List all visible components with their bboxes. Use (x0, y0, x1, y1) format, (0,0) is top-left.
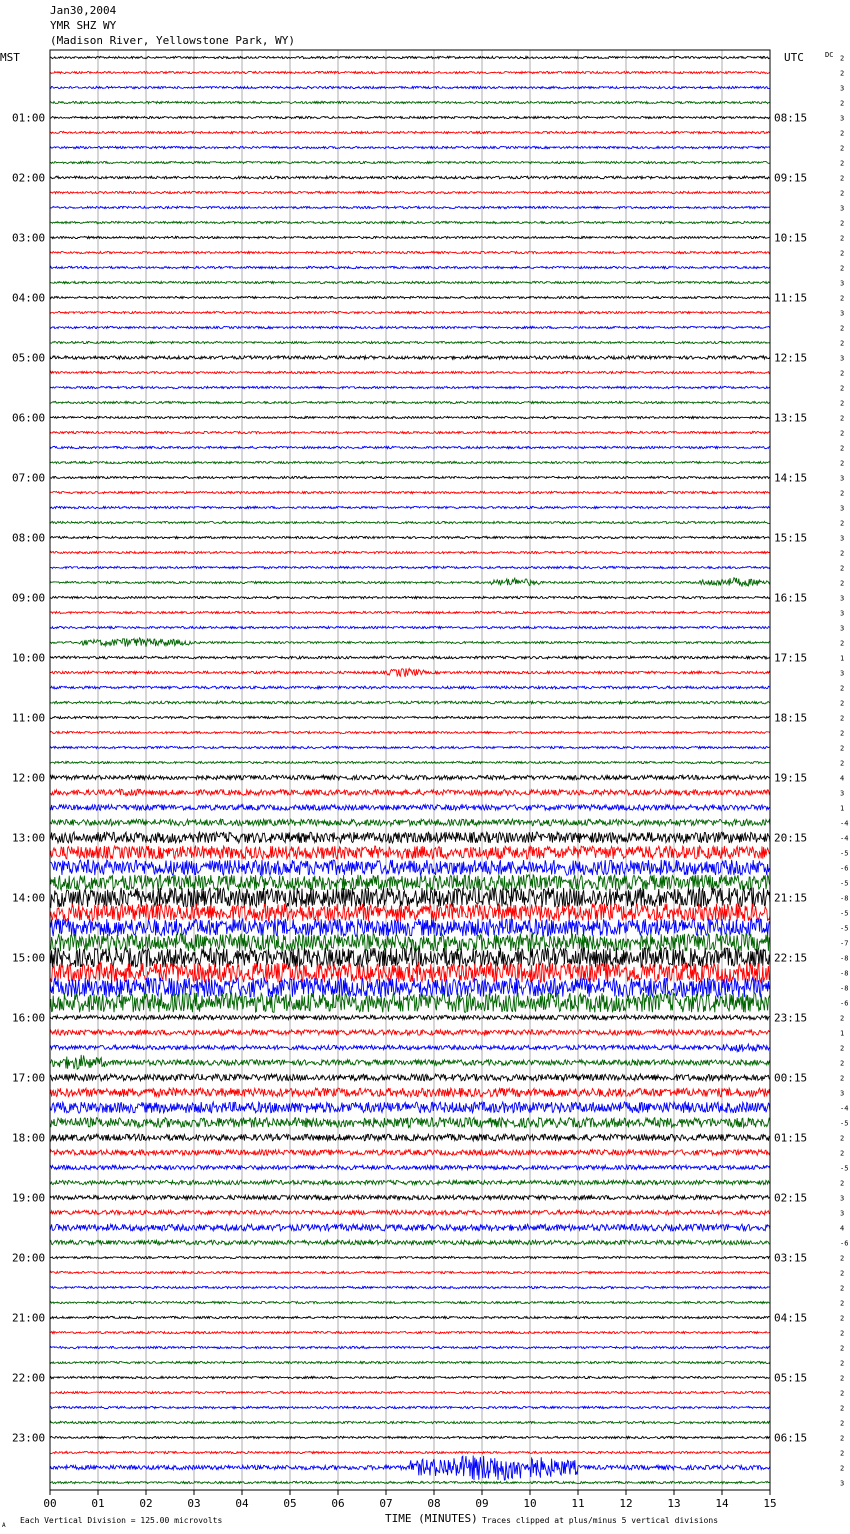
x-tick-label: 05 (283, 1497, 297, 1510)
trace-row-27 (50, 461, 770, 463)
dc-offset-label: 3 (840, 534, 845, 543)
dc-offset-label: -8 (840, 954, 849, 963)
dc-offset-label: 2 (840, 1179, 845, 1188)
dc-offset-label: 2 (840, 1449, 845, 1458)
dc-offset-label: 2 (840, 519, 845, 528)
trace-row-42 (50, 686, 770, 689)
dc-offset-label: 2 (840, 339, 845, 348)
dc-offset-label: 2 (840, 1254, 845, 1263)
dc-offset-label: -6 (840, 864, 849, 873)
dc-offset-label: -5 (840, 849, 849, 858)
dc-offset-label: 3 (840, 1089, 845, 1098)
dc-offset-label: 4 (840, 1224, 845, 1233)
dc-offset-label: 2 (840, 729, 845, 738)
trace-row-18 (50, 326, 770, 328)
trace-row-6 (50, 146, 770, 148)
trace-row-28 (50, 476, 770, 478)
dc-offset-label: 2 (840, 1359, 845, 1368)
left-hour-label: 11:00 (12, 711, 46, 725)
trace-row-7 (50, 161, 770, 163)
trace-row-71 (50, 1118, 770, 1128)
dc-offset-label: 2 (840, 384, 845, 393)
trace-row-38 (50, 626, 770, 628)
trace-row-78 (50, 1224, 770, 1231)
dc-offset-label: 2 (840, 489, 845, 498)
trace-row-33 (50, 551, 770, 553)
dc-offset-label: 3 (840, 84, 845, 93)
dc-offset-label: 3 (840, 609, 845, 618)
trace-row-73 (50, 1150, 770, 1155)
left-hour-label: 23:00 (12, 1431, 46, 1445)
right-hour-label: 15:15 (774, 531, 808, 545)
dc-offset-label: 2 (840, 744, 845, 753)
dc-offset-label: 2 (840, 414, 845, 423)
x-tick-label: 10 (523, 1497, 537, 1510)
trace-row-22 (50, 386, 770, 388)
dc-offset-label: 2 (840, 1419, 845, 1428)
trace-row-49 (50, 789, 770, 796)
trace-row-90 (50, 1406, 770, 1408)
trace-row-20 (50, 356, 770, 359)
dc-offset-label: 3 (840, 354, 845, 363)
dc-offset-label: -5 (840, 1164, 849, 1173)
trace-row-83 (50, 1301, 770, 1303)
trace-row-1 (50, 71, 770, 73)
trace-row-11 (50, 221, 770, 223)
dc-offset-label: 2 (840, 1284, 845, 1293)
dc-offset-label: 2 (840, 1074, 845, 1083)
dc-offset-label: 2 (840, 639, 845, 648)
dc-offset-label: 3 (840, 204, 845, 213)
dc-offset-label: 2 (840, 159, 845, 168)
dc-offset-label: 2 (840, 1404, 845, 1413)
right-hour-label: 20:15 (774, 831, 808, 845)
left-hour-label: 16:00 (12, 1011, 46, 1025)
left-hour-label: 22:00 (12, 1371, 46, 1385)
trace-row-48 (50, 775, 770, 779)
left-hour-label: 14:00 (12, 891, 46, 905)
trace-row-39 (50, 638, 770, 647)
trace-row-87 (50, 1361, 770, 1363)
trace-row-37 (50, 611, 770, 613)
trace-row-92 (50, 1436, 770, 1438)
x-tick-label: 02 (139, 1497, 153, 1510)
dc-offset-label: -5 (840, 879, 849, 888)
trace-row-61 (50, 963, 770, 983)
dc-offset-label: 3 (840, 1479, 845, 1488)
dc-offset-label: 2 (840, 249, 845, 258)
trace-row-89 (50, 1391, 770, 1393)
trace-row-43 (50, 701, 770, 704)
trace-row-9 (50, 191, 770, 193)
x-tick-label: 01 (91, 1497, 105, 1510)
trace-row-30 (50, 506, 770, 508)
right-hour-label: 22:15 (774, 951, 808, 965)
left-hour-label: 15:00 (12, 951, 46, 965)
trace-row-65 (50, 1030, 770, 1035)
dc-offset-label: -8 (840, 894, 849, 903)
dc-offset-label: 2 (840, 429, 845, 438)
trace-row-81 (50, 1271, 770, 1273)
trace-row-2 (50, 86, 770, 88)
x-tick-label: 04 (235, 1497, 249, 1510)
left-hour-label: 07:00 (12, 471, 46, 485)
trace-row-8 (50, 176, 770, 179)
trace-row-74 (50, 1165, 770, 1169)
dc-offset-label: 3 (840, 309, 845, 318)
dc-offset-label: -4 (840, 819, 849, 828)
dc-offset-label: -5 (840, 1119, 849, 1128)
trace-row-80 (50, 1256, 770, 1258)
dc-offset-label: 2 (840, 1464, 845, 1473)
left-hour-label: 01:00 (12, 111, 46, 125)
trace-row-95 (50, 1481, 770, 1483)
trace-row-13 (50, 251, 770, 253)
trace-row-66 (50, 1044, 770, 1052)
dc-offset-label: 2 (840, 324, 845, 333)
left-hour-label: 21:00 (12, 1311, 46, 1325)
right-hour-label: 05:15 (774, 1371, 808, 1385)
trace-row-36 (50, 596, 770, 598)
dc-offset-label: -7 (840, 939, 849, 948)
trace-row-40 (50, 656, 770, 659)
dc-offset-label: 2 (840, 129, 845, 138)
dc-offset-label: 2 (840, 1044, 845, 1053)
right-timezone-label: UTC (784, 51, 804, 64)
x-tick-label: 15 (763, 1497, 777, 1510)
dc-offset-label: 1 (840, 1029, 845, 1038)
trace-row-51 (50, 819, 770, 826)
x-tick-label: 09 (475, 1497, 489, 1510)
trace-row-16 (50, 296, 770, 298)
x-axis-title: TIME (MINUTES) (385, 1512, 478, 1525)
trace-row-55 (50, 875, 770, 890)
corner-mark: A (2, 1522, 6, 1529)
right-hour-label: 10:15 (774, 231, 808, 245)
dc-offset-label: 3 (840, 1194, 845, 1203)
dc-offset-label: 2 (840, 1329, 845, 1338)
trace-row-29 (50, 491, 770, 493)
right-hour-label: 09:15 (774, 171, 808, 185)
dc-offset-label: 2 (840, 99, 845, 108)
trace-row-46 (50, 746, 770, 748)
trace-row-72 (50, 1134, 770, 1141)
x-tick-label: 12 (619, 1497, 633, 1510)
trace-row-17 (50, 311, 770, 313)
right-hour-label: 23:15 (774, 1011, 808, 1025)
trace-row-32 (50, 536, 770, 538)
dc-offset-label: 1 (840, 804, 845, 813)
dc-offset-label: 2 (840, 69, 845, 78)
dc-offset-label: -6 (840, 1239, 849, 1248)
dc-offset-label: 2 (840, 699, 845, 708)
x-tick-label: 08 (427, 1497, 441, 1510)
dc-offset-label: 2 (840, 1149, 845, 1158)
left-hour-label: 05:00 (12, 351, 46, 365)
dc-offset-label: 2 (840, 549, 845, 558)
left-hour-label: 09:00 (12, 591, 46, 605)
dc-offset-label: 2 (840, 459, 845, 468)
trace-row-4 (50, 116, 770, 118)
dc-offset-label: -4 (840, 834, 849, 843)
dc-offset-label: 2 (840, 1434, 845, 1443)
dc-offset-label: 2 (840, 219, 845, 228)
right-hour-label: 04:15 (774, 1311, 808, 1325)
trace-row-26 (50, 446, 770, 448)
x-tick-label: 11 (571, 1497, 585, 1510)
dc-offset-label: -8 (840, 984, 849, 993)
dc-offset-label: -8 (840, 969, 849, 978)
right-hour-label: 01:15 (774, 1131, 808, 1145)
trace-row-45 (50, 731, 770, 733)
trace-row-47 (50, 761, 770, 763)
dc-offset-label: 2 (840, 174, 845, 183)
trace-row-35 (50, 578, 770, 587)
trace-row-69 (50, 1088, 770, 1097)
trace-row-21 (50, 371, 770, 373)
left-hour-label: 06:00 (12, 411, 46, 425)
x-tick-label: 07 (379, 1497, 393, 1510)
dc-offset-label: 2 (840, 1314, 845, 1323)
trace-row-25 (50, 431, 770, 433)
trace-row-19 (50, 341, 770, 343)
trace-row-75 (50, 1180, 770, 1184)
trace-row-76 (50, 1195, 770, 1199)
dc-offset-label: 3 (840, 474, 845, 483)
trace-row-91 (50, 1421, 770, 1423)
trace-row-70 (50, 1102, 770, 1113)
dc-offset-label: 2 (840, 1344, 845, 1353)
dc-offset-label: 3 (840, 624, 845, 633)
dc-offset-label: 2 (840, 1134, 845, 1143)
dc-offset-label: 2 (840, 1059, 845, 1068)
right-hour-label: 12:15 (774, 351, 808, 365)
dc-label: DC (825, 51, 834, 59)
dc-offset-label: 3 (840, 1209, 845, 1218)
trace-row-79 (50, 1240, 770, 1244)
dc-offset-label: 2 (840, 579, 845, 588)
left-hour-label: 18:00 (12, 1131, 46, 1145)
trace-row-5 (50, 131, 770, 133)
trace-row-58 (50, 919, 770, 937)
trace-row-88 (50, 1376, 770, 1378)
trace-row-31 (50, 521, 770, 523)
dc-offset-label: 2 (840, 1269, 845, 1278)
left-hour-label: 08:00 (12, 531, 46, 545)
trace-row-12 (50, 236, 770, 238)
x-tick-label: 03 (187, 1497, 201, 1510)
right-hour-label: 19:15 (774, 771, 808, 785)
dc-offset-label: -6 (840, 999, 849, 1008)
dc-offset-label: 3 (840, 594, 845, 603)
right-hour-label: 11:15 (774, 291, 808, 305)
trace-row-24 (50, 416, 770, 418)
trace-row-77 (50, 1210, 770, 1214)
dc-offset-label: -5 (840, 924, 849, 933)
dc-offset-label: 3 (840, 504, 845, 513)
dc-offset-label: 2 (840, 684, 845, 693)
trace-row-52 (50, 832, 770, 843)
dc-offset-label: 3 (840, 114, 845, 123)
dc-offset-label: 1 (840, 654, 845, 663)
dc-offset-label: 2 (840, 144, 845, 153)
station-label: YMR SHZ WY (50, 19, 117, 32)
dc-offset-label: 2 (840, 264, 845, 273)
trace-row-59 (50, 934, 770, 952)
trace-row-93 (50, 1451, 770, 1453)
location-label: (Madison River, Yellowstone Park, WY) (50, 34, 296, 47)
dc-offset-label: 2 (840, 1374, 845, 1383)
right-hour-label: 18:15 (774, 711, 808, 725)
dc-offset-label: 2 (840, 234, 845, 243)
dc-offset-label: 2 (840, 444, 845, 453)
trace-row-84 (50, 1316, 770, 1318)
left-hour-label: 13:00 (12, 831, 46, 845)
date-label: Jan30,2004 (50, 4, 117, 17)
trace-row-94 (50, 1456, 770, 1481)
dc-offset-label: 2 (840, 189, 845, 198)
right-hour-label: 06:15 (774, 1431, 808, 1445)
trace-row-34 (50, 566, 770, 568)
trace-row-0 (50, 56, 770, 58)
footer-notes (2, 1516, 718, 1529)
trace-row-10 (50, 206, 770, 208)
right-hour-label: 02:15 (774, 1191, 808, 1205)
left-hour-label: 03:00 (12, 231, 46, 245)
dc-offset-label: -5 (840, 909, 849, 918)
dc-offset-label: 3 (840, 789, 845, 798)
dc-offset-label: 2 (840, 54, 845, 63)
right-hour-label: 16:15 (774, 591, 808, 605)
trace-row-3 (50, 101, 770, 103)
x-tick-label: 00 (43, 1497, 57, 1510)
trace-row-14 (50, 266, 770, 268)
right-hour-label: 03:15 (774, 1251, 808, 1265)
dc-offset-label: 2 (840, 714, 845, 723)
trace-row-60 (50, 948, 770, 968)
trace-row-57 (50, 904, 770, 922)
trace-row-15 (50, 281, 770, 283)
trace-row-82 (50, 1286, 770, 1288)
right-hour-label: 00:15 (774, 1071, 808, 1085)
traces (50, 56, 770, 1483)
left-hour-label: 12:00 (12, 771, 46, 785)
right-hour-label: 08:15 (774, 111, 808, 125)
right-hour-label: 14:15 (774, 471, 808, 485)
scale-note: Each Vertical Division = 125.00 microvolts (20, 1516, 223, 1525)
dc-offset-label: 2 (840, 1389, 845, 1398)
right-hour-label: 13:15 (774, 411, 808, 425)
x-tick-label: 13 (667, 1497, 681, 1510)
clip-note: Traces clipped at plus/minus 5 vertical divisions (482, 1516, 719, 1525)
right-hour-label: 17:15 (774, 651, 808, 665)
left-timezone-label: MST (0, 51, 20, 64)
trace-row-53 (50, 846, 770, 859)
dc-offset-label: 2 (840, 564, 845, 573)
left-hour-label: 04:00 (12, 291, 46, 305)
trace-row-86 (50, 1346, 770, 1348)
dc-offset-label: 2 (840, 294, 845, 303)
trace-row-85 (50, 1331, 770, 1333)
dc-offset-label: 3 (840, 669, 845, 678)
trace-row-41 (50, 668, 770, 676)
plot-frame (50, 50, 770, 1490)
left-hour-label: 19:00 (12, 1191, 46, 1205)
trace-row-68 (50, 1074, 770, 1081)
dc-offset-label: 2 (840, 759, 845, 768)
left-hour-label: 17:00 (12, 1071, 46, 1085)
trace-row-44 (50, 716, 770, 718)
trace-row-64 (50, 1015, 770, 1019)
left-hour-label: 02:00 (12, 171, 46, 185)
dc-offset-label: 2 (840, 399, 845, 408)
trace-row-50 (50, 805, 770, 810)
x-tick-label: 06 (331, 1497, 345, 1510)
x-tick-label: 14 (715, 1497, 729, 1510)
trace-row-54 (50, 860, 770, 875)
dc-offset-label: 2 (840, 369, 845, 378)
left-hour-label: 20:00 (12, 1251, 46, 1265)
trace-row-23 (50, 401, 770, 403)
dc-offset-label: -4 (840, 1104, 849, 1113)
trace-row-67 (50, 1055, 770, 1069)
dc-offset-label: 2 (840, 1014, 845, 1023)
left-hour-label: 10:00 (12, 651, 46, 665)
right-hour-label: 21:15 (774, 891, 808, 905)
dc-offset-label: 2 (840, 1299, 845, 1308)
dc-offset-label: 4 (840, 774, 845, 783)
dc-offset-label: 3 (840, 279, 845, 288)
